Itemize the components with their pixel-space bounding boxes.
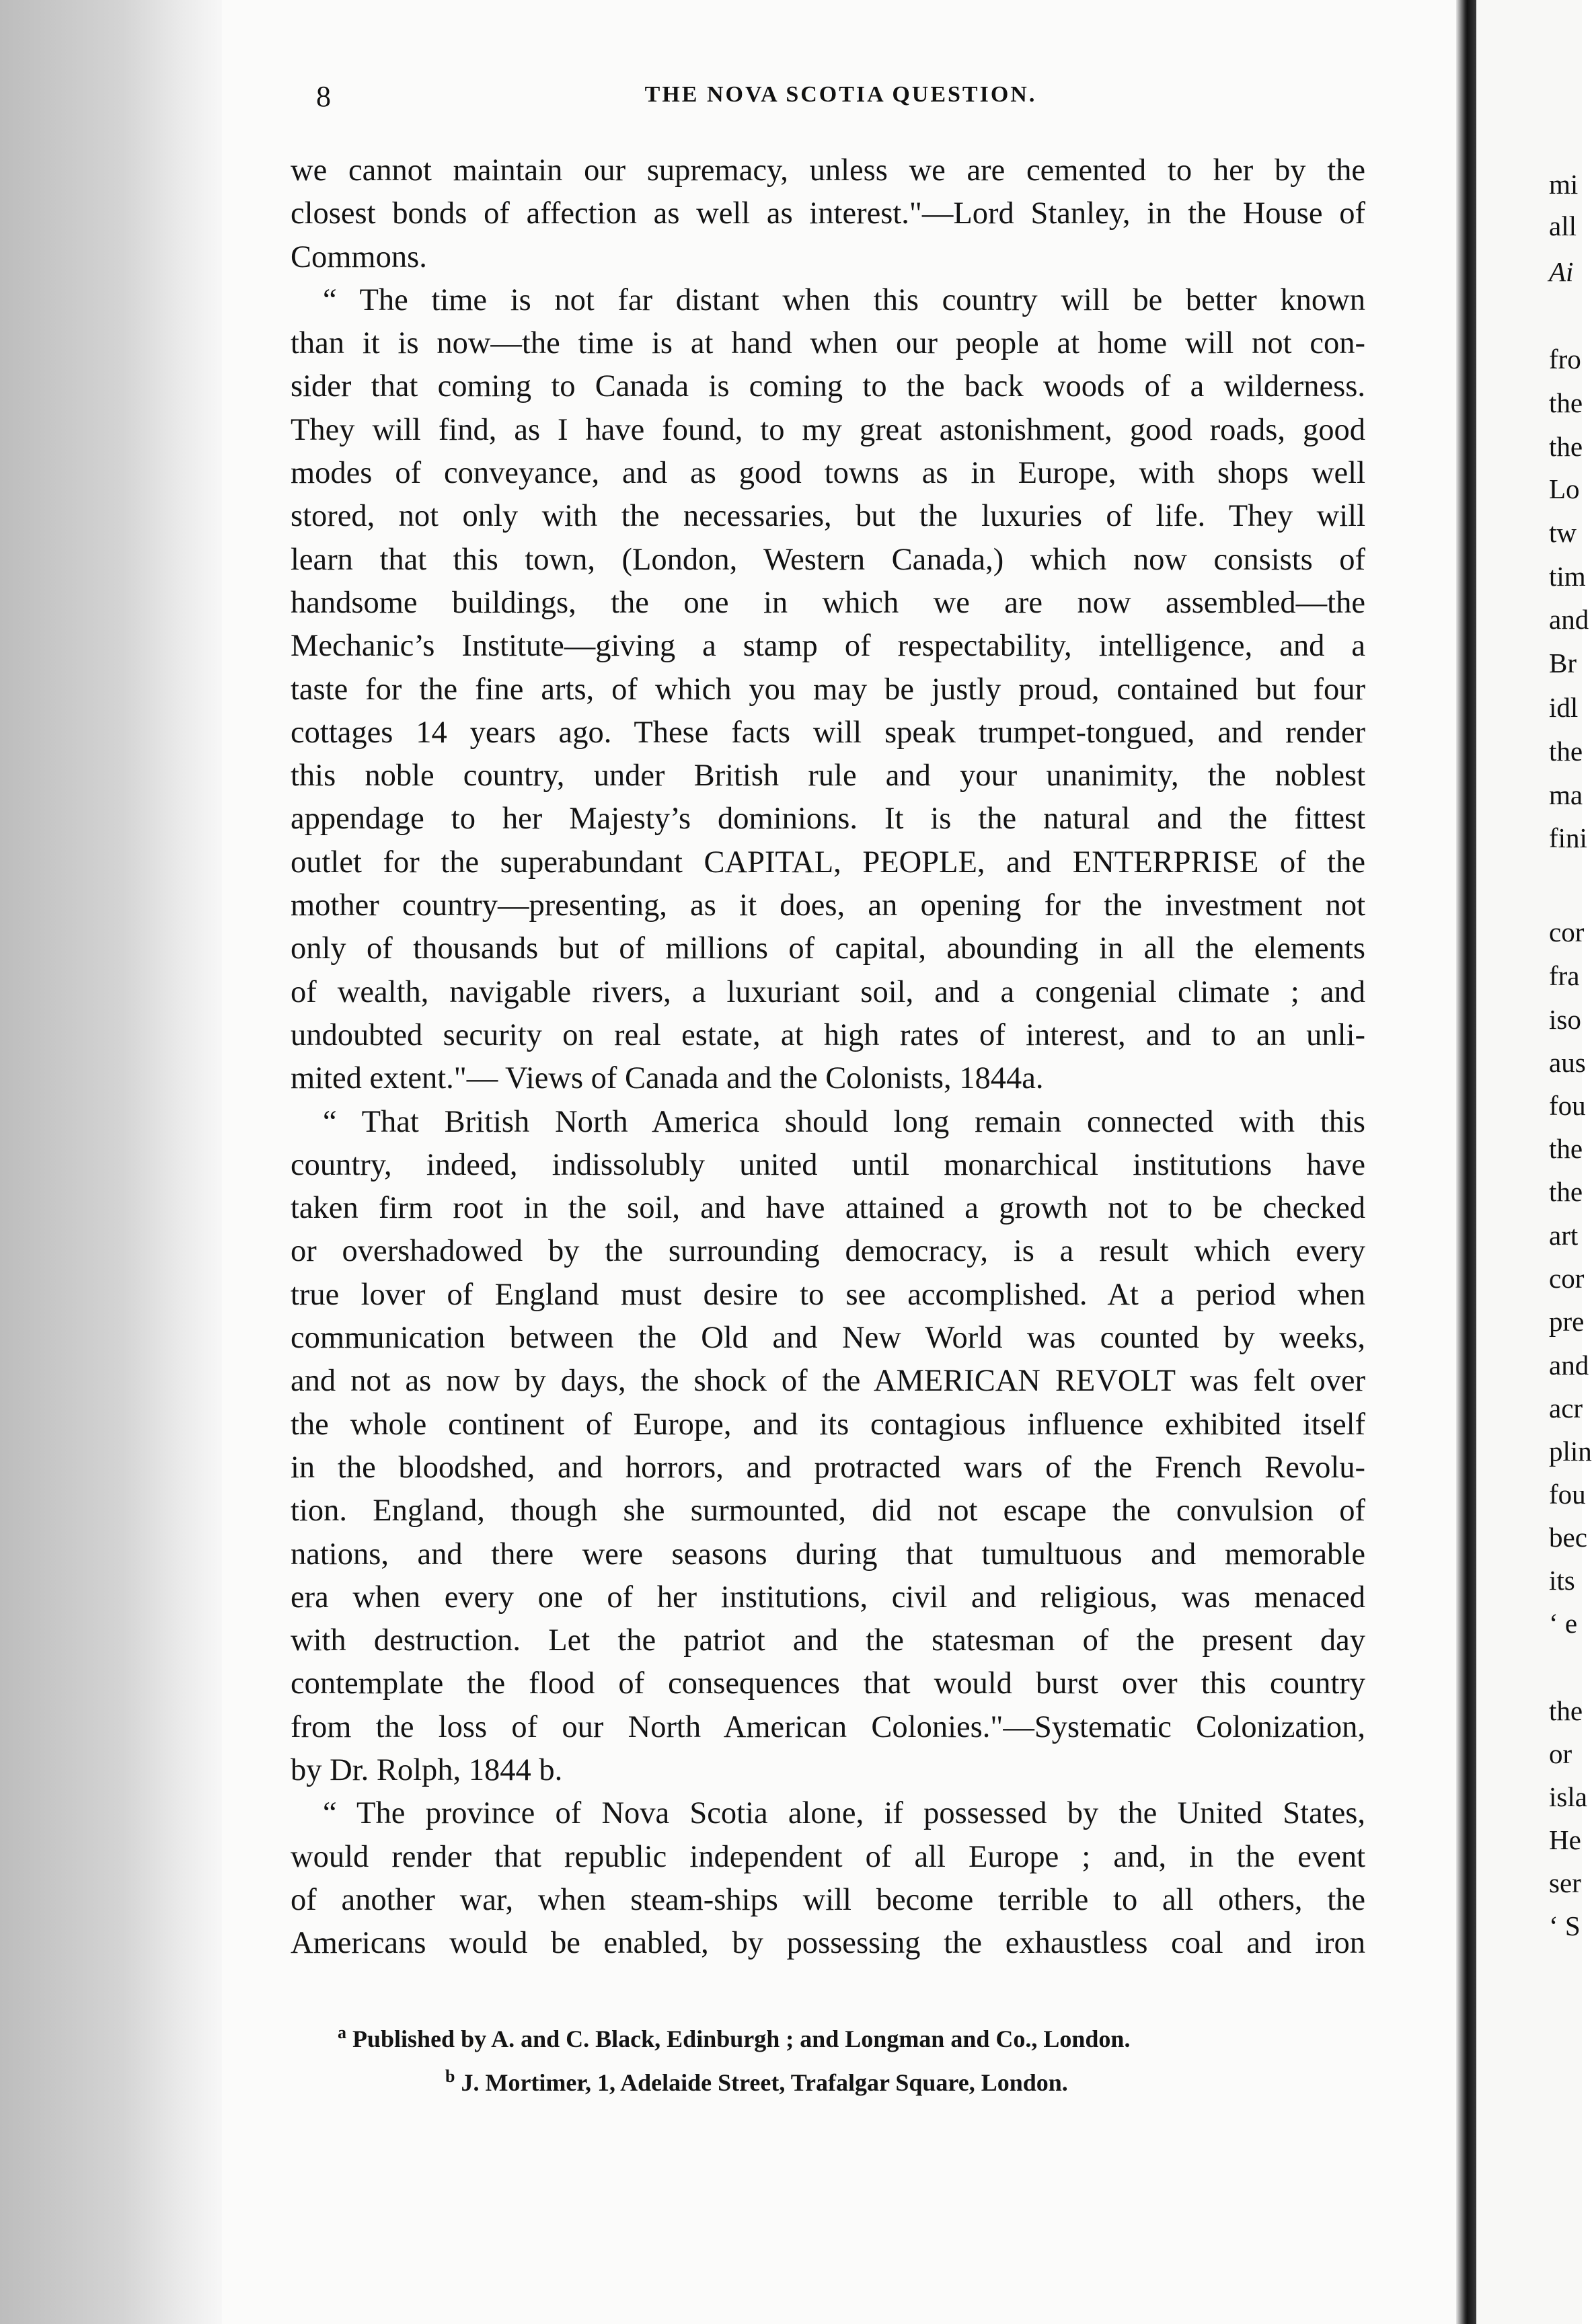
text-line: from the loss of our North American Colonies."—Systematic Colonization, [291, 1709, 1365, 1744]
next-page-fragment: Ai [1549, 256, 1574, 287]
next-page-fragment: and [1549, 1350, 1589, 1381]
text-line: mother country—presenting, as it does, an opening for the investment not [291, 888, 1365, 923]
text-line: with destruction. Let the patriot and the statesman of the present day [291, 1623, 1365, 1658]
next-page-fragment: tw [1549, 517, 1577, 548]
text-line: learn that this town, (London, Western Canada,) which now consists of [291, 542, 1365, 577]
next-page-fragment: isla [1549, 1781, 1587, 1812]
footnote-b: $^b$ J. Mortimer, 1, Adelaide Street, Trafalgar Square, London. [445, 2066, 1068, 2096]
next-page-fragment: aus [1549, 1047, 1586, 1078]
text-line: Americans would be enabled, by possessing the exhaustless coal and iron [291, 1926, 1365, 1961]
running-title: THE NOVA SCOTIA QUESTION. [644, 82, 1037, 107]
text-line: handsome buildings, the one in which we are now assembled—the [291, 585, 1365, 620]
text-line: only of thousands but of millions of capital, abounding in all the elements [291, 931, 1365, 966]
next-page-fragment: mi [1549, 169, 1579, 200]
footnotes [291, 2014, 1365, 2101]
next-page-fragment: He [1549, 1824, 1581, 1855]
text-line: would render that republic independent of all Europe ; and, in the event [291, 1839, 1365, 1874]
next-page-fragment: the [1549, 431, 1583, 462]
next-page-fragment: Br [1549, 648, 1577, 679]
text-line: appendage to her Majesty’s dominions. It is the natural and the fittest [291, 802, 1365, 837]
next-page-fragment: the [1549, 736, 1583, 767]
next-page-fragment: fini [1549, 822, 1587, 853]
next-page-fragment: fra [1549, 960, 1580, 991]
text-line: the whole continent of Europe, and its contagious influence exhibited itself [291, 1407, 1365, 1442]
book-gutter [1456, 0, 1476, 2324]
next-page-fragment: pre [1549, 1306, 1585, 1337]
text-line: “ The province of Nova Scotia alone, if possessed by the United States, [323, 1796, 1365, 1831]
next-page-fragment: Lo [1549, 473, 1580, 504]
next-page-fragment: iso [1549, 1004, 1581, 1035]
text-line: “ The time is not far distant when this country will be better known [323, 282, 1365, 317]
text-line: stored, not only with the necessaries, but the luxuries of life. They will [291, 499, 1365, 534]
text-line: of another war, when steam-ships will become terrible to all others, the [291, 1882, 1365, 1917]
next-page-fragment: the [1549, 387, 1583, 418]
text-line: nations, and there were seasons during that tumultuous and memorable [291, 1537, 1365, 1572]
footnote-a: $^a$ Published by A. and C. Black, Edinburgh ; and Longman and Co., London. [338, 2023, 1131, 2052]
next-page-fragment: tim [1549, 561, 1586, 592]
text-line: or overshadowed by the surrounding democracy, is a result which every [291, 1234, 1365, 1269]
text-line: country, indeed, indissolubly united until monarchical institutions have [291, 1147, 1365, 1182]
next-page-fragment: acr [1549, 1393, 1583, 1424]
next-page-fragment: ‘ S [1549, 1910, 1581, 1941]
text-line: tion. England, though she surmounted, did not escape the convulsion of [291, 1494, 1365, 1528]
text-line: than it is now—the time is at hand when our people at home will not con- [291, 326, 1365, 361]
next-page-fragment: idl [1549, 692, 1579, 723]
text-line: and not as now by days, the shock of the AMERICAN REVOLT was felt over [291, 1364, 1365, 1399]
text-line: sider that coming to Canada is coming to the back woods of a wilderness. [291, 369, 1365, 404]
text-line: They will find, as I have found, to my great astonishment, good roads, good [291, 412, 1365, 447]
text-line: Mechanic’s Institute—giving a stamp of respectability, intelligence, and a [291, 629, 1365, 664]
scan-left-margin [0, 0, 222, 2324]
next-page-fragment: ser [1549, 1867, 1581, 1898]
text-line: mited extent."— Views of Canada and the Colonists, 1844a. [291, 1061, 1044, 1096]
next-page-edge [1476, 0, 1592, 2324]
text-line: “ That British North America should long remain connected with this [323, 1104, 1365, 1139]
text-line: outlet for the superabundant CAPITAL, PEOPLE, and ENTERPRISE of the [291, 845, 1365, 880]
next-page-fragment: the [1549, 1176, 1583, 1207]
next-page-fragment: fou [1549, 1479, 1586, 1510]
text-line: true lover of England must desire to see accomplished. At a period when [291, 1277, 1365, 1312]
next-page-fragment: bec [1549, 1522, 1587, 1553]
next-page-fragment: cor [1549, 1263, 1585, 1294]
running-head [316, 79, 1365, 120]
next-page-fragment: the [1549, 1133, 1583, 1164]
text-line: of wealth, navigable rivers, a luxuriant soil, and a congenial climate ; and [291, 974, 1365, 1009]
next-page-fragment: ‘ e [1549, 1608, 1578, 1639]
text-line: undoubted security on real estate, at high rates of interest, and to an unli- [291, 1017, 1365, 1052]
next-page-fragment: and [1549, 604, 1589, 635]
next-page-fragment: or [1549, 1738, 1572, 1769]
text-line: this noble country, under British rule and your unanimity, the noblest [291, 759, 1365, 793]
text-line: by Dr. Rolph, 1844 b. [291, 1752, 563, 1787]
next-page-fragment: cor [1549, 917, 1585, 947]
next-page-fragment: the [1549, 1695, 1583, 1726]
text-line: communication between the Old and New World was counted by weeks, [291, 1321, 1365, 1356]
next-page-fragment: all [1549, 210, 1577, 241]
text-line: Commons. [291, 239, 427, 274]
text-line: taste for the fine arts, of which you may be justly proud, contained but four [291, 672, 1365, 707]
next-page-fragment: fro [1549, 344, 1581, 375]
next-page-fragment: fou [1549, 1090, 1586, 1121]
text-line: we cannot maintain our supremacy, unless we are cemented to her by the [291, 153, 1365, 188]
text-line: era when every one of her institutions, civil and religious, was menaced [291, 1580, 1365, 1615]
page-number: 8 [316, 80, 331, 113]
next-page-fragment: plin [1549, 1436, 1592, 1467]
next-page-fragment: its [1549, 1565, 1575, 1596]
next-page-fragment: art [1549, 1220, 1579, 1251]
text-line: contemplate the flood of consequences that would burst over this country [291, 1666, 1365, 1701]
text-line: in the bloodshed, and horrors, and protracted wars of the French Revolu- [291, 1450, 1365, 1485]
text-line: closest bonds of affection as well as interest."—Lord Stanley, in the House of [291, 196, 1365, 231]
text-line: taken firm root in the soil, and have attained a growth not to be checked [291, 1191, 1365, 1226]
next-page-fragment: ma [1549, 779, 1583, 810]
body-text [291, 149, 1365, 1965]
text-line: modes of conveyance, and as good towns as in Europe, with shops well [291, 456, 1365, 491]
text-line: cottages 14 years ago. These facts will speak trumpet-tongued, and render [291, 715, 1365, 750]
